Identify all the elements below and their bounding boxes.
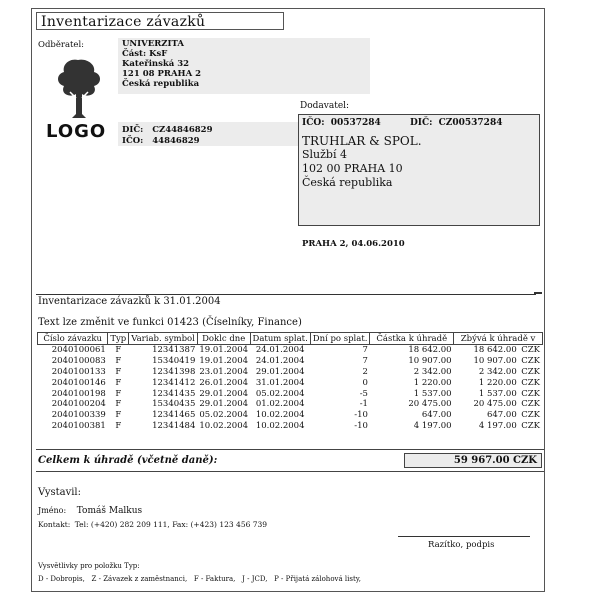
cell-days: 7 [362, 356, 368, 367]
cell-currency: CZK [521, 410, 540, 421]
cell-amount: 1 220.00 [413, 377, 452, 388]
table-row [38, 388, 543, 399]
logo-text: LOGO [46, 121, 107, 142]
cell-varsym: 15340419 [152, 356, 196, 367]
cell-currency: CZK [521, 366, 540, 377]
cell-days: -10 [354, 420, 368, 431]
cell-remaining: 1 537.00 [478, 388, 517, 399]
col-header-due-date: Datum splat. [250, 333, 310, 345]
cell-remaining: 18 642.00 [473, 345, 517, 356]
cell-currency: CZK [521, 345, 540, 356]
col-header-remaining: Zbývá k úhradě v [454, 333, 543, 345]
supplier-dic: CZ00537284 [438, 118, 503, 128]
cell-currency: CZK [521, 399, 540, 410]
supplier-ico: 00537284 [330, 118, 381, 128]
customer-line-2: Část: KsF [122, 49, 168, 59]
cell-number: 2040100083 [51, 356, 106, 367]
supplier-ico-label: IČO: [302, 118, 325, 128]
cell-days: -5 [359, 388, 368, 399]
cell-doc-date: 26.01.2004 [199, 377, 249, 388]
cell-amount: 2 342.00 [413, 366, 452, 377]
cell-number: 2040100146 [51, 377, 106, 388]
total-label: Celkem k úhradě (včetně daně): [38, 455, 218, 466]
supplier-dic-label: DIČ: [410, 118, 433, 128]
cell-remaining: 1 220.00 [478, 377, 517, 388]
table-row [38, 356, 543, 367]
cell-type: F [115, 345, 122, 356]
cell-due-date: 31.01.2004 [255, 377, 305, 388]
cell-remaining: 2 342.00 [478, 366, 517, 377]
issuer-contact: Tel: (+420) 282 209 111, Fax: (+423) 123 456 739 [74, 520, 268, 529]
customer-line-4: 121 08 PRAHA 2 [122, 69, 202, 79]
cell-number: 2040100204 [51, 399, 106, 410]
tree-logo-icon [52, 52, 104, 118]
table-row [38, 399, 543, 410]
issuer-name: Tomáš Malkus [76, 506, 143, 516]
cell-due-date: 01.02.2004 [255, 399, 305, 410]
cell-number: 2040100133 [51, 366, 106, 377]
cell-due-date: 24.01.2004 [255, 356, 305, 367]
issuer-contact-label: Kontakt: [38, 520, 71, 529]
cell-currency: CZK [521, 356, 540, 367]
cell-remaining: 4 197.00 [478, 420, 517, 431]
cell-varsym: 12341435 [152, 388, 196, 399]
cell-currency: CZK [521, 388, 540, 399]
cell-currency: CZK [521, 377, 540, 388]
table-body [38, 345, 543, 432]
cell-varsym: 12341465 [152, 410, 196, 421]
legend-title: Vysvětlivky pro položku Typ: [38, 562, 140, 570]
cell-doc-date: 29.01.2004 [199, 388, 249, 399]
cell-varsym: 12341398 [152, 366, 196, 377]
customer-ico-row [122, 136, 200, 146]
table-row [38, 377, 543, 388]
supplier-dic-row [410, 118, 502, 128]
supplier-line-4: Česká republika [302, 176, 393, 189]
table-row [38, 345, 543, 356]
col-header-days-overdue: Dní po splat. [310, 333, 370, 345]
liabilities-table [37, 332, 543, 431]
legend-text: D - Dobropis, Z - Závazek z zaměstnanci, F - Faktura, J - JCD, P - Přijatá zálohová listy, [38, 575, 362, 583]
supplier-ico-row [302, 118, 381, 128]
cell-amount: 10 907.00 [408, 356, 452, 367]
customer-address [122, 39, 201, 89]
stamp-line [398, 536, 530, 537]
cell-varsym: 12341387 [152, 345, 196, 356]
section-divider [36, 294, 536, 295]
cell-type: F [115, 366, 122, 377]
place-date: PRAHA 2, 04.06.2010 [302, 239, 405, 249]
cell-amount: 20 475.00 [408, 399, 452, 410]
total-value: 59 967.00 CZK [404, 453, 542, 468]
divider-mark [534, 292, 542, 294]
cell-doc-date: 29.01.2004 [199, 399, 249, 410]
cell-due-date: 10.02.2004 [255, 420, 305, 431]
customer-dic-row [122, 125, 213, 135]
table-row [38, 421, 543, 432]
section-heading: Inventarizace závazků k 31.01.2004 [38, 296, 221, 307]
cell-type: F [115, 377, 122, 388]
cell-days: 0 [362, 377, 368, 388]
supplier-line-2: Službí 4 [302, 148, 347, 161]
cell-amount: 1 537.00 [413, 388, 452, 399]
supplier-address [302, 134, 422, 190]
customer-ico: 44846829 [152, 136, 200, 146]
cell-varsym: 15340435 [152, 399, 196, 410]
customer-dic: CZ44846829 [152, 125, 213, 135]
col-header-number: Číslo závazku [38, 333, 108, 345]
cell-remaining: 647.00 [486, 410, 517, 421]
cell-amount: 4 197.00 [413, 420, 452, 431]
cell-days: -1 [359, 399, 368, 410]
col-header-doc-date: Doklc dne [197, 333, 250, 345]
cell-amount: 647.00 [421, 410, 452, 421]
total-rule-bottom [36, 471, 544, 472]
cell-type: F [115, 388, 122, 399]
total-rule-top [36, 449, 544, 450]
stamp-label: Razítko, podpis [428, 540, 495, 550]
cell-number: 2040100198 [51, 388, 106, 399]
supplier-line-3: 102 00 PRAHA 10 [302, 162, 403, 175]
supplier-label: Dodavatel: [300, 101, 350, 111]
issuer-name-row [38, 506, 142, 516]
cell-doc-date: 19.01.2004 [199, 345, 249, 356]
customer-dic-label: DIČ: [122, 125, 144, 135]
issuer-name-label: Jméno: [38, 506, 67, 515]
cell-type: F [115, 356, 122, 367]
cell-doc-date: 10.02.2004 [199, 420, 249, 431]
cell-doc-date: 23.01.2004 [199, 366, 249, 377]
cell-remaining: 10 907.00 [473, 356, 517, 367]
customer-line-1: UNIVERZITA [122, 39, 184, 49]
cell-doc-date: 05.02.2004 [199, 410, 249, 421]
table-row [38, 410, 543, 421]
cell-due-date: 10.02.2004 [255, 410, 305, 421]
supplier-line-1: TRUHLAR & SPOL. [302, 134, 422, 148]
cell-amount: 18 642.00 [408, 345, 452, 356]
cell-days: 7 [362, 345, 368, 356]
cell-number: 2040100381 [51, 420, 106, 431]
cell-doc-date: 19.01.2004 [199, 356, 249, 367]
cell-varsym: 12341412 [152, 377, 196, 388]
cell-varsym: 12341484 [152, 420, 196, 431]
cell-number: 2040100339 [51, 410, 106, 421]
cell-due-date: 24.01.2004 [255, 345, 305, 356]
issuer-contact-row [38, 520, 267, 529]
cell-type: F [115, 410, 122, 421]
cell-type: F [115, 399, 122, 410]
table-row [38, 367, 543, 378]
cell-number: 2040100061 [51, 345, 106, 356]
cell-days: -10 [354, 410, 368, 421]
cell-due-date: 29.01.2004 [255, 366, 305, 377]
cell-currency: CZK [521, 420, 540, 431]
document-title: Inventarizace závazků [36, 12, 284, 30]
col-header-varsym: Variab. symbol [129, 333, 198, 345]
col-header-type: Typ [108, 333, 129, 345]
col-header-amount: Částka k úhradě [370, 333, 454, 345]
cell-days: 2 [362, 366, 368, 377]
issuer-label: Vystavil: [38, 487, 81, 498]
customer-ico-label: IČO: [122, 136, 144, 146]
cell-remaining: 20 475.00 [473, 399, 517, 410]
cell-due-date: 05.02.2004 [255, 388, 305, 399]
customer-line-5: Česká republika [122, 79, 200, 89]
customer-line-3: Kateřinská 32 [122, 59, 190, 69]
cell-type: F [115, 420, 122, 431]
section-note: Text lze změnit ve funkci 01423 (Číselníky, Finance) [38, 317, 302, 328]
customer-label: Odběratel: [38, 40, 85, 50]
table-header-row [38, 333, 543, 345]
